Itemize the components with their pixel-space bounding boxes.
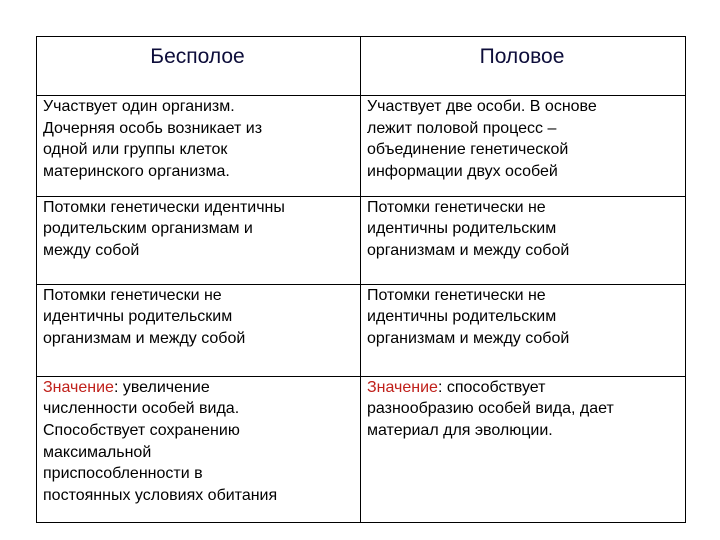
header-row [37, 37, 686, 96]
header-asexual: Бесполое [37, 37, 361, 96]
meaning-text: : увеличение численности особей вида. Способствует сохранению максимальной приспособленности в постоянных условиях обитания [43, 378, 278, 504]
cell-asexual-meaning [37, 376, 361, 522]
meaning-label: Значение [367, 378, 438, 396]
comparison-table [36, 36, 686, 523]
meaning-label: Значение [43, 378, 114, 396]
cell-sexual-meaning [361, 376, 686, 522]
cell-asexual-participants: Участвует один организм. Дочерняя особь возникает из одной или группы клеток материнского организма. [37, 96, 361, 197]
table-row [37, 196, 686, 284]
cell-sexual-offspring-identity: Потомки генетически не идентичны родительским организмам и между собой [361, 196, 686, 284]
table-row [37, 376, 686, 522]
cell-asexual-offspring-variation: Потомки генетически не идентичны родительским организмам и между собой [37, 284, 361, 376]
table-row [37, 96, 686, 197]
header-sexual: Половое [361, 37, 686, 96]
table-row [37, 284, 686, 376]
meaning-text: : способствует разнообразию особей вида, дает материал для эволюции. [367, 378, 614, 440]
cell-sexual-participants: Участвует две особи. В основе лежит половой процесс – объединение генетической информации двух особей [361, 96, 686, 197]
cell-sexual-offspring-variation: Потомки генетически не идентичны родительским организмам и между собой [361, 284, 686, 376]
cell-asexual-offspring-identity: Потомки генетически идентичны родительским организмам и между собой [37, 196, 361, 284]
